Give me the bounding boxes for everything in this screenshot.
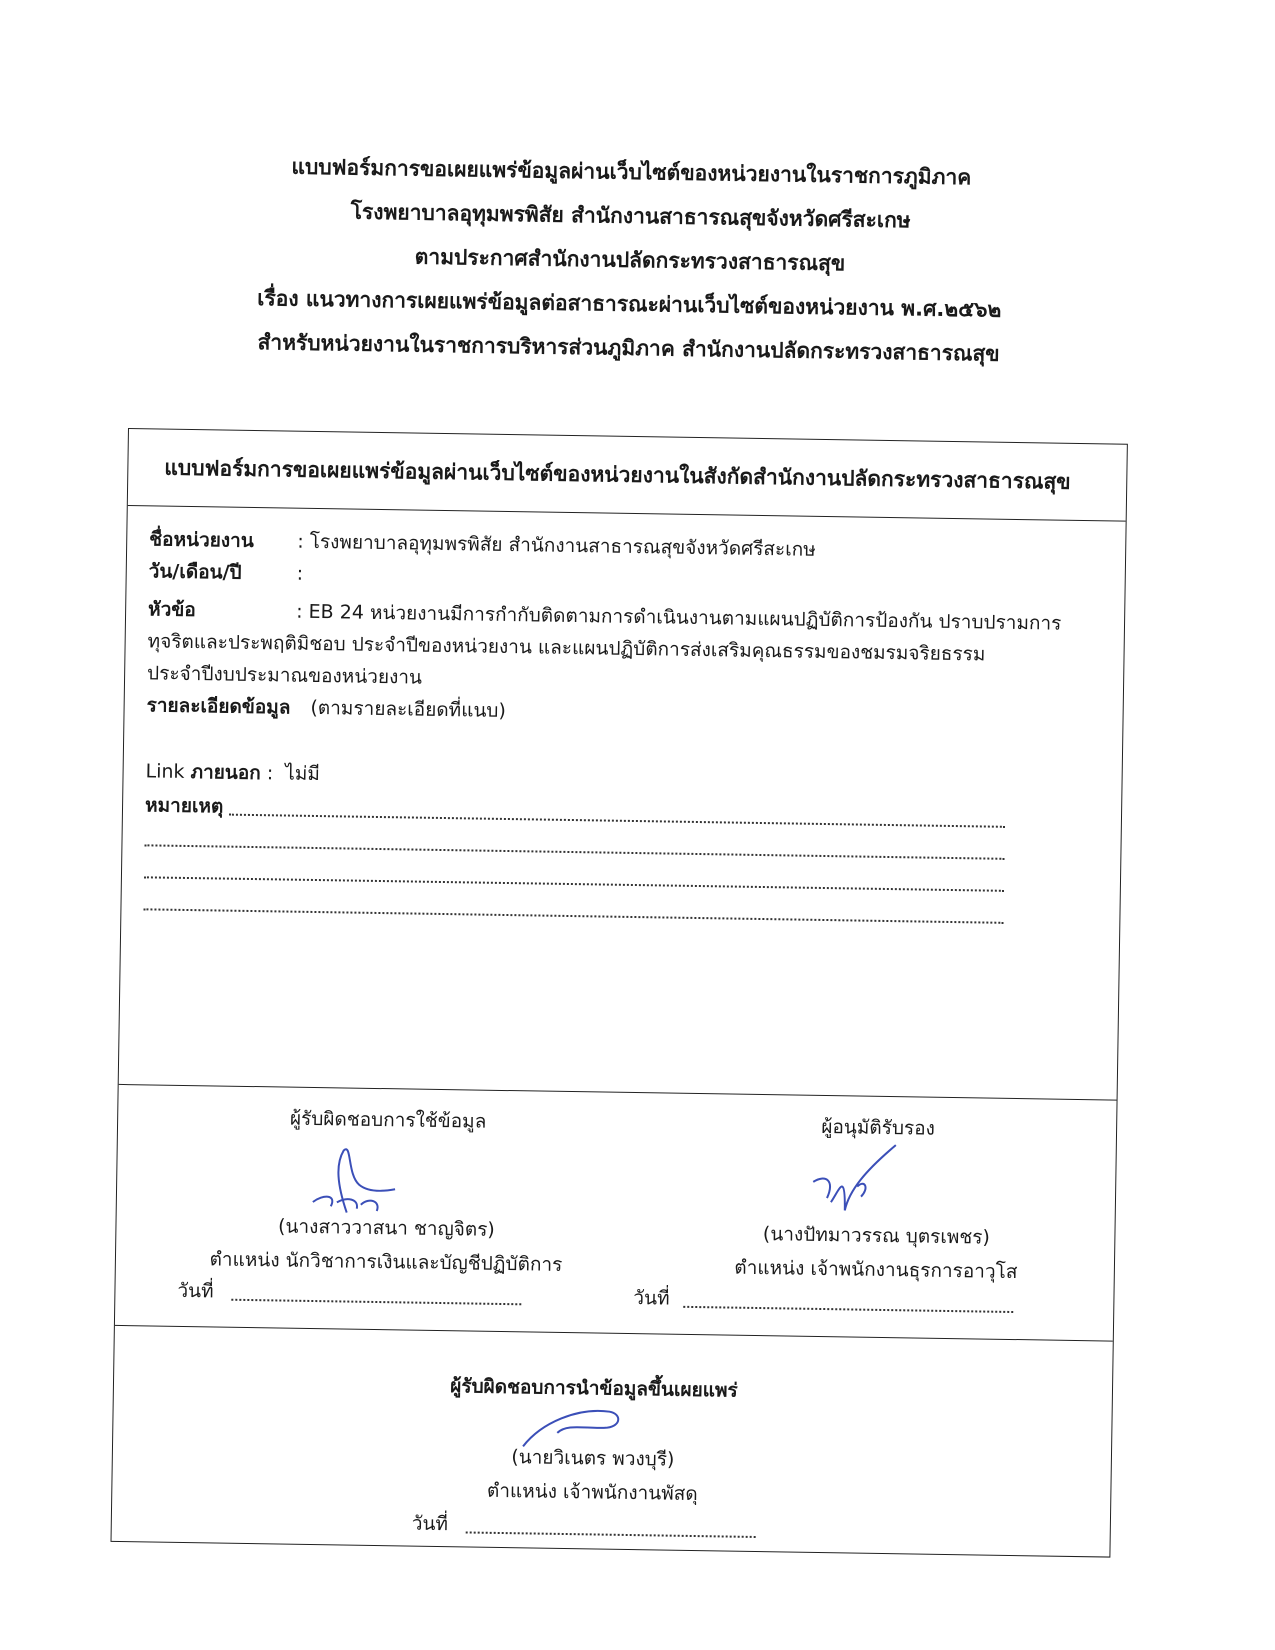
- approver-date-label: วันที่: [633, 1287, 670, 1310]
- topic-line-1: : EB 24 หน่วยงานมีการกำกับติดตามการดำเนินงานตามแผนปฏิบัติการป้องกัน ปราบปรามการ: [296, 600, 1062, 635]
- publisher-date-row: [412, 1509, 449, 1540]
- user-signature-icon: [307, 1144, 418, 1222]
- link-separator: :: [260, 762, 274, 785]
- user-date-label: วันที่: [177, 1279, 214, 1303]
- heading-line-3: ตามประกาศสำนักงานปลัดกระทรวงสาธารณสุข: [414, 244, 846, 276]
- heading-line-5: สำหรับหน่วยงานในราชการบริหารส่วนภูมิภาค สำนักงานปลัดกระทรวงสาธารณสุข: [257, 330, 1000, 366]
- link-label-prefix: Link: [145, 760, 191, 784]
- link-value: ไม่มี: [285, 762, 321, 786]
- date-row: [149, 556, 304, 588]
- topic-line-3: ประจำปีงบประมาณของหน่วยงาน: [146, 662, 423, 689]
- user-date-dotted-line: [231, 1299, 521, 1306]
- request-form: [111, 428, 1128, 1558]
- approver-date-row: [633, 1283, 670, 1314]
- document-heading: [228, 144, 1031, 377]
- publisher-date-dotted-line: [466, 1531, 756, 1538]
- detail-value: (ตามรายละเอียดที่แนบ): [310, 696, 507, 722]
- publisher-name: (นายวิเนตร พวงบุรี): [511, 1446, 675, 1471]
- user-responsible-title: ผู้รับผิดชอบการใช้ข้อมูล: [289, 1107, 487, 1133]
- detail-row: [146, 690, 506, 726]
- topic-label: หัวข้อ: [147, 598, 196, 622]
- date-label: วัน/เดือน/ปี: [148, 560, 242, 584]
- remark-label: หมายเหตุ: [144, 794, 224, 818]
- user-name: (นางสาววาสนา ชาญจิตร): [277, 1215, 495, 1241]
- topic-line-2: ทุจริตและประพฤติมิชอบ ประจำปีของหน่วยงาน และแผนปฏิบัติการส่งเสริมคุณธรรมของชมรมจริยธรรม: [147, 630, 986, 666]
- heading-line-1: แบบฟอร์มการขอเผยแพร่ข้อมูลผ่านเว็บไซต์ของหน่วยงานในราชการภูมิภาค: [291, 154, 972, 190]
- link-row: [145, 756, 320, 789]
- heading-line-2: โรงพยาบาลอุทุมพรพิสัย สำนักงานสาธารณสุขจังหวัดศรีสะเกษ: [350, 199, 911, 233]
- approver-position: ตำแหน่ง เจ้าพนักงานธุรการอาวุโส: [734, 1256, 1018, 1284]
- remark-dotted-line-3: [144, 876, 1004, 892]
- publisher-title: ผู้รับผิดชอบการนำข้อมูลขึ้นเผยแพร่: [450, 1375, 738, 1402]
- publisher-position: ตำแหน่ง เจ้าพนักงานพัสดุ: [486, 1479, 698, 1506]
- form-body: [119, 506, 1126, 1101]
- agency-value: : โรงพยาบาลอุทุมพรพิสัย สำนักงานสาธารณสุขจังหวัดศรีสะเกษ: [297, 530, 816, 561]
- user-date-row: [177, 1276, 214, 1307]
- heading-line-4: เรื่อง แนวทางการเผยแพร่ข้อมูลต่อสาธารณะผ่านเว็บไซต์ของหน่วยงาน พ.ศ.๒๕๖๒: [257, 286, 1002, 322]
- approver-signature-icon: [804, 1140, 901, 1231]
- form-title: แบบฟอร์มการขอเผยแพร่ข้อมูลผ่านเว็บไซต์ของหน่วยงานในสังกัดสำนักงานปลัดกระทรวงสาธารณสุข: [128, 429, 1127, 522]
- remark-dotted-line-1: [229, 814, 1005, 828]
- publisher-date-label: วันที่: [411, 1512, 449, 1536]
- agency-label: ชื่อหน่วยงาน: [149, 528, 254, 552]
- remark-dotted-line-2: [144, 844, 1004, 860]
- approver-date-dotted-line: [683, 1306, 1013, 1313]
- user-position: ตำแหน่ง นักวิชาการเงินและบัญชีปฏิบัติการ: [209, 1248, 563, 1276]
- approver-title: ผู้อนุมัติรับรอง: [821, 1115, 936, 1140]
- date-value: :: [296, 562, 304, 585]
- approval-section: [115, 1085, 1117, 1342]
- detail-label: รายละเอียดข้อมูล: [146, 694, 291, 719]
- publisher-section: [111, 1326, 1112, 1560]
- link-label: ภายนอก: [190, 761, 261, 785]
- remark-dotted-line-4: [143, 908, 1003, 924]
- approver-name: (นางปัทมาวรรณ บุตรเพชร): [762, 1223, 991, 1249]
- remark-row: [145, 790, 224, 821]
